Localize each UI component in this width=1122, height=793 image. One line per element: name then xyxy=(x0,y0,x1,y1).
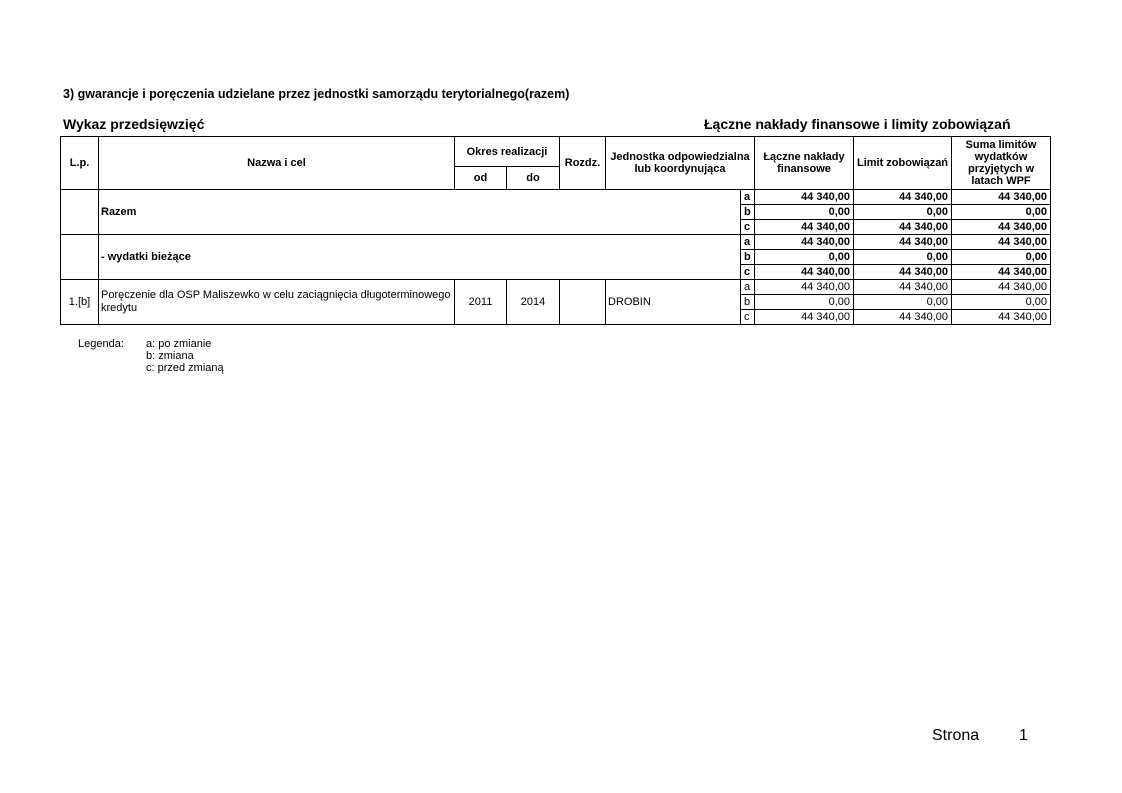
group-label: Razem xyxy=(99,190,741,235)
legend-item: a: po zmianie xyxy=(146,338,212,350)
table-row xyxy=(61,235,1051,250)
projects-table xyxy=(60,136,1051,325)
total-value: 44 340,00 xyxy=(755,235,854,250)
total-value: 44 340,00 xyxy=(755,190,854,205)
legend-item: c: przed zmianą xyxy=(146,362,224,374)
header-to: do xyxy=(507,167,560,190)
sum-value: 0,00 xyxy=(952,205,1051,220)
sum-value: 44 340,00 xyxy=(952,280,1051,295)
header-section: Rozdz. xyxy=(560,137,606,190)
header-name: Nazwa i cel xyxy=(99,137,455,190)
sum-value: 44 340,00 xyxy=(952,190,1051,205)
limit-value: 44 340,00 xyxy=(854,190,952,205)
total-value: 44 340,00 xyxy=(755,280,854,295)
row-code: b xyxy=(741,205,755,220)
section-title: 3) gwarancje i poręczenia udzielane przez jednostki samorządu terytorialnego(razem) xyxy=(63,87,570,101)
sum-value: 44 340,00 xyxy=(952,220,1051,235)
header-sum: Suma limitów wydatków przyjętych w latach WPF xyxy=(952,137,1051,190)
sum-value: 0,00 xyxy=(952,295,1051,310)
header-lp: L.p. xyxy=(61,137,99,190)
header-period: Okres realizacji xyxy=(455,137,560,167)
list-title: Wykaz przedsięwzięć xyxy=(63,116,205,132)
item-section xyxy=(560,280,606,325)
limit-value: 0,00 xyxy=(854,250,952,265)
sum-value: 44 340,00 xyxy=(952,265,1051,280)
row-code: b xyxy=(741,295,755,310)
total-value: 0,00 xyxy=(755,295,854,310)
row-code: c xyxy=(741,265,755,280)
total-value: 44 340,00 xyxy=(755,220,854,235)
sum-value: 44 340,00 xyxy=(952,310,1051,325)
item-lp: 1.[b] xyxy=(61,280,99,325)
row-code: c xyxy=(741,310,755,325)
total-value: 44 340,00 xyxy=(755,265,854,280)
page-number: 1 xyxy=(1019,727,1028,744)
header-unit: Jednostka odpowiedzialna lub koordynująca xyxy=(606,137,755,190)
total-value: 0,00 xyxy=(755,250,854,265)
item-from: 2011 xyxy=(455,280,507,325)
page-label: Strona xyxy=(932,727,980,744)
row-code: a xyxy=(741,280,755,295)
row-code: a xyxy=(741,190,755,205)
group-lp-cell xyxy=(61,235,99,280)
limit-value: 44 340,00 xyxy=(854,280,952,295)
limit-value: 0,00 xyxy=(854,205,952,220)
item-unit: DROBIN xyxy=(606,280,741,325)
total-value: 44 340,00 xyxy=(755,310,854,325)
header-from: od xyxy=(455,167,507,190)
header-limit: Limit zobowiązań xyxy=(854,137,952,190)
legend-label: Legenda: xyxy=(78,338,124,350)
limit-value: 44 340,00 xyxy=(854,220,952,235)
table-row xyxy=(61,190,1051,205)
totals-title: Łączne nakłady finansowe i limity zobowiązań xyxy=(704,116,1011,132)
limit-value: 44 340,00 xyxy=(854,265,952,280)
group-lp-cell xyxy=(61,190,99,235)
sum-value: 44 340,00 xyxy=(952,235,1051,250)
row-code: c xyxy=(741,220,755,235)
limit-value: 0,00 xyxy=(854,295,952,310)
header-total: Łączne nakłady finansowe xyxy=(755,137,854,190)
row-code: b xyxy=(741,250,755,265)
table-row xyxy=(61,280,1051,295)
total-value: 0,00 xyxy=(755,205,854,220)
row-code: a xyxy=(741,235,755,250)
legend-item: b: zmiana xyxy=(146,350,194,362)
item-name: Poręczenie dla OSP Maliszewko w celu zaciągnięcia długoterminowego kredytu xyxy=(99,280,455,325)
sum-value: 0,00 xyxy=(952,250,1051,265)
limit-value: 44 340,00 xyxy=(854,235,952,250)
group-label: - wydatki bieżące xyxy=(99,235,741,280)
limit-value: 44 340,00 xyxy=(854,310,952,325)
item-to: 2014 xyxy=(507,280,560,325)
